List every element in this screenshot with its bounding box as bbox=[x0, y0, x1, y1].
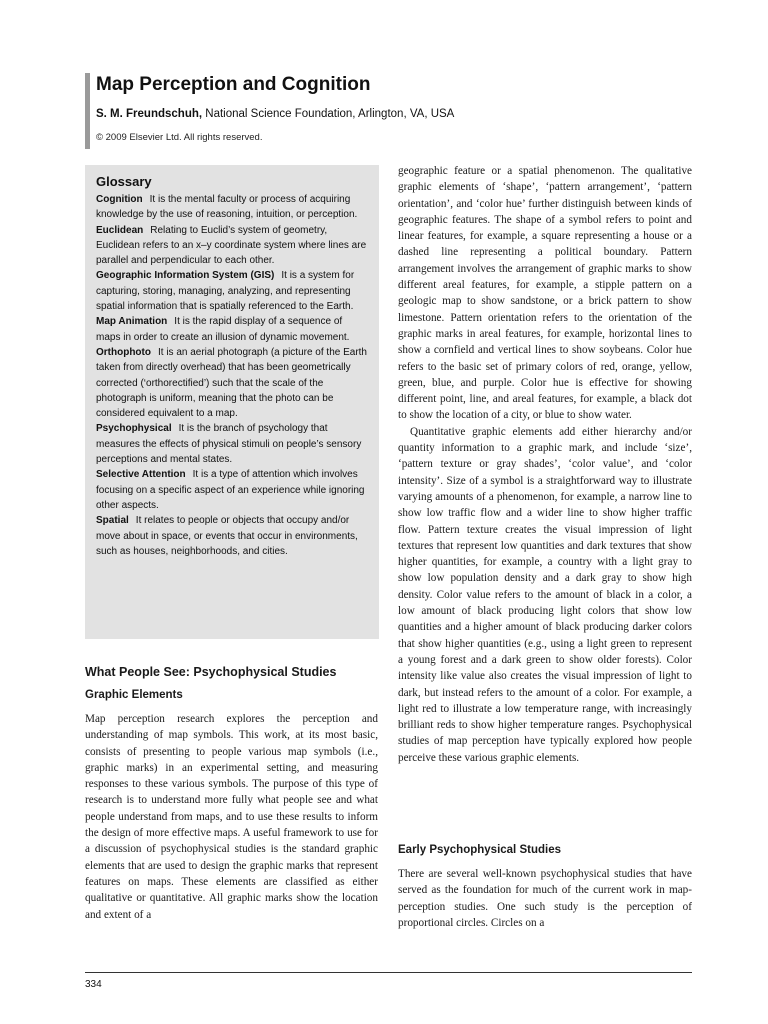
glossary-term: Selective Attention bbox=[96, 469, 186, 481]
right-column bbox=[398, 163, 692, 766]
glossary-heading: Glossary bbox=[96, 174, 152, 189]
glossary-entry bbox=[96, 345, 369, 421]
glossary-definition: It relates to people or objects that occupy and/or move about in space, or events that occur in environments, such as houses, neighborhoods, and cities. bbox=[96, 515, 358, 557]
glossary-term: Geographic Information System (GIS) bbox=[96, 270, 275, 282]
glossary-term: Spatial bbox=[96, 515, 129, 527]
author-affiliation: National Science Foundation, Arlington, VA, USA bbox=[202, 108, 455, 120]
page-number: 334 bbox=[85, 979, 102, 990]
subsection-heading-early-studies: Early Psychophysical Studies bbox=[398, 844, 561, 856]
glossary-term: Cognition bbox=[96, 194, 143, 205]
body-paragraph-qualitative: geographic feature or a spatial phenomenon. The qualitative graphic elements of ‘shape’, ‘pattern arrangement’, ‘pattern orientation’, and ‘color hue’ further distinguish between kinds of geographic features. The shape of a symbol refers to point and linear features, for example, a square representing a house or a dashed line representing a political boundary. Pattern arrangement involves the arrangement of graphic marks to show different areal features, for example, a stipple pattern on a geologic map to show sandstone, or a brick pattern to show limestone. Pattern orientation refers to the orientation of the graphic marks in areal features, for example, horizontal lines to show a cornfield and vertical lines to show soybeans. Color hue refers to the basic set of primary colors of red, orange, yellow, green, blue, and purple. Color hue is effective for showing different point, line, and areal features, for example, a black dot to show the location of a city, or blue to show water. bbox=[398, 165, 692, 422]
glossary-entry bbox=[96, 467, 369, 513]
author-name: S. M. Freundschuh, bbox=[96, 108, 203, 120]
glossary-entry bbox=[96, 192, 369, 223]
copyright-notice: © 2009 Elsevier Ltd. All rights reserved. bbox=[96, 132, 263, 143]
glossary-definition: It is the mental faculty or process of acquiring knowledge by the use of reasoning, intuition, or perception. bbox=[96, 194, 358, 221]
title-accent-bar bbox=[85, 73, 90, 149]
glossary-term: Orthophoto bbox=[96, 346, 151, 358]
glossary-term: Map Animation bbox=[96, 316, 168, 328]
glossary-definition: It is a system for capturing, storing, managing, analyzing, and representing spatial information that is spatially referenced to the Earth. bbox=[96, 270, 355, 313]
subsection-heading-graphic-elements: Graphic Elements bbox=[85, 689, 183, 701]
glossary-definition: It is the rapid display of a sequence of maps in order to create an illusion of dynamic movement. bbox=[96, 316, 350, 343]
body-paragraph-quantitative: Quantitative graphic elements add either hierarchy and/or quantity information to a graphic mark, and include ‘size’, ‘pattern texture or gray shades’, ‘color value’, and ‘color intensity’. Size of a symbol is a straightforward way to illustrate varying amounts of a phenomenon, for example, a narrow line to show low traffic flow and a wider line to show higher traffic flow. Pattern texture creates the visual impression of light textures that represent low quantities and dark textures that show higher quantities, for example, a country with a light gray to show low population density and a dark gray to show high density. Color value refers to the amount of black in a color, a low amount of black producing light colors that show low quantities and a higher amount of black producing darker colors that show higher quantities (e.g., using a light green to represent a young forest and a dark green to show older forests). Color intensity like value also creates the visual impression of light to dark, but instead refers to the amount of a color. For example, a light red to illustrate a low temperature range, with increasingly brilliant reds to show higher temperature ranges. Psychophysical studies of map perception have typically explored how people perceive these various graphic elements. bbox=[398, 425, 692, 764]
body-paragraph-graphic-elements: Map perception research explores the perception and understanding of map symbols. This work, at its most basic, consists of presenting to people various map symbols (i.e., graphic marks) in an experimental setting, and measuring responses to these various symbols. The purpose of this type of research is to understand more fully what people see and what people understand from maps, and to use these results to inform the design of more effective maps. A useful framework to use for a discussion of psychophysical studies is the standard graphic elements that are used to design the graphic marks that represent features on maps. These elements are classified as either qualitative or quantitative. All graphic marks show the location and extent of a bbox=[85, 713, 378, 921]
glossary-box bbox=[85, 165, 379, 639]
glossary-entry bbox=[96, 513, 369, 559]
glossary-entry bbox=[96, 223, 369, 269]
glossary-definition: It is the branch of psychology that measures the effects of physical stimuli on people’s sensory perceptions and mental states. bbox=[96, 423, 362, 466]
glossary-term: Euclidean bbox=[96, 224, 144, 236]
glossary-entry bbox=[96, 268, 369, 314]
glossary-definition: It is a type of attention which involves focusing on a specific aspect of an experience while ignoring other aspects. bbox=[96, 469, 365, 511]
glossary-term: Psychophysical bbox=[96, 423, 172, 435]
author-line bbox=[96, 108, 454, 120]
glossary-definition: It is an aerial photograph (a picture of the Earth taken from directly overhead) that has been geometrically corrected (‘orthorectified’) such that the scale of the photograph is uniform, meaning that the photo can be considered equivalent to a map. bbox=[96, 346, 367, 420]
section-heading-psychophysical: What People See: Psychophysical Studies bbox=[85, 665, 337, 679]
glossary-definition: Relating to Euclid’s system of geometry, Euclidean refers to an x–y coordinate system where lines are parallel and perpendicular to each other. bbox=[96, 224, 367, 267]
footer-rule bbox=[85, 972, 692, 973]
article-title: Map Perception and Cognition bbox=[96, 74, 371, 95]
glossary-entry bbox=[96, 314, 369, 345]
body-paragraph-early-studies: There are several well-known psychophysical studies that have served as the foundation for much of the current work in map-perception studies. One such study is the perception of proportional circles. Circles on a bbox=[398, 868, 692, 929]
glossary-entry bbox=[96, 421, 369, 467]
